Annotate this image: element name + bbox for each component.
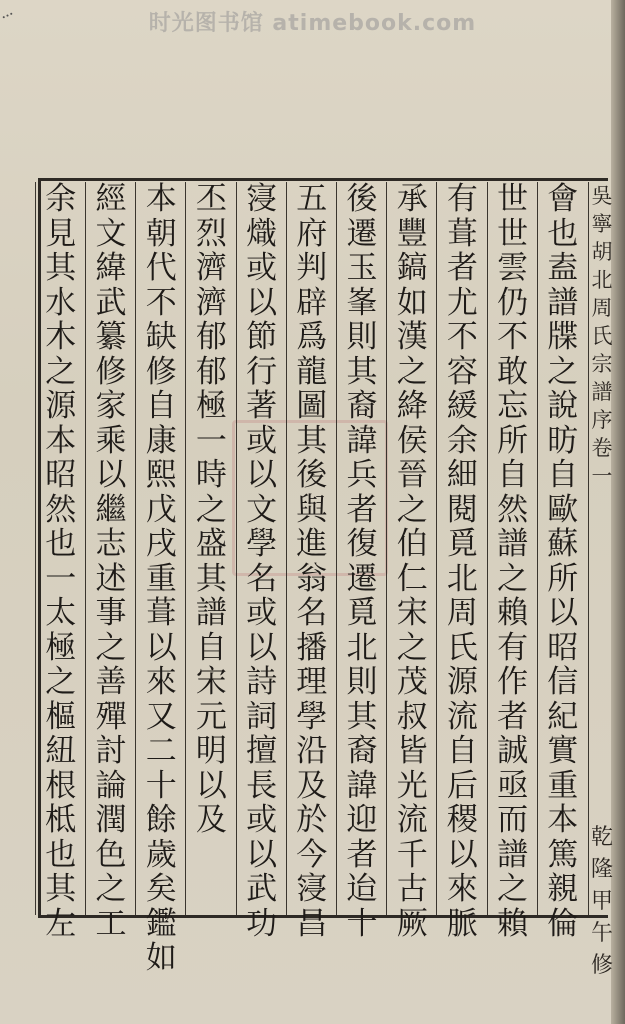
text-column: 丕 烈 濟 濟 郁 郁 極 一 時 之 盛 其 譜 自 宋 元 明 以 及 [195, 181, 227, 838]
text-column: 本 朝 代 不 缺 修 自 康 熙 戊 戌 重 葺 以 來 又 二 十 餘 歲 矣 鑑 如 [145, 181, 177, 976]
text-column: 寖 熾 或 以 節 行 著 或 以 文 學 名 或 以 詩 詞 擅 長 或 以 武 功 [246, 181, 278, 942]
text-column: 經 文 緯 武 纂 修 家 乘 以 繼 志 述 事 之 善 殫 討 論 潤 色 之 工 [95, 181, 127, 942]
margin-folio: 乾 隆 甲 午 修 [590, 825, 613, 978]
text-column: 會 也 盍 譜 牒 之 說 昉 自 歐 蘇 所 以 昭 信 紀 實 重 本 篤 親 倫 [547, 181, 579, 942]
text-column: 世 世 雲 仍 不 敢 忘 所 自 然 譜 之 賴 有 作 者 誠 亟 而 譜 之 賴 [497, 181, 529, 942]
text-column: 有 葺 者 尤 不 容 緩 余 細 閱 覓 北 周 氏 源 流 自 后 稷 以 來 脈 [446, 181, 478, 942]
column-rule [588, 182, 589, 915]
text-column: 五 府 判 辟 爲 龍 圖 其 後 與 進 翁 名 播 理 學 沿 及 於 今 寖 昌 [296, 181, 328, 942]
text-column: 承 豐 鎬 如 漢 之 絳 侯 晉 之 伯 仁 宋 之 茂 叔 皆 光 流 千 古 厥 [396, 181, 428, 942]
text-column: 余 見 其 水 木 之 源 本 昭 然 也 一 太 極 之 樞 紐 根 柢 也 其 左 [45, 181, 77, 942]
margin-title: 吳 寧 胡 北 周 氏 宗 譜 序 卷 一 [591, 184, 613, 488]
watermark: 时光图书馆 atimebook.com [148, 11, 477, 36]
text-column: 後 遷 玉 峯 則 其 裔 諱 兵 者 復 遷 覓 北 則 其 裔 諱 迎 者 迨 十 [346, 181, 378, 942]
corner-stamp: ••• [0, 9, 16, 23]
